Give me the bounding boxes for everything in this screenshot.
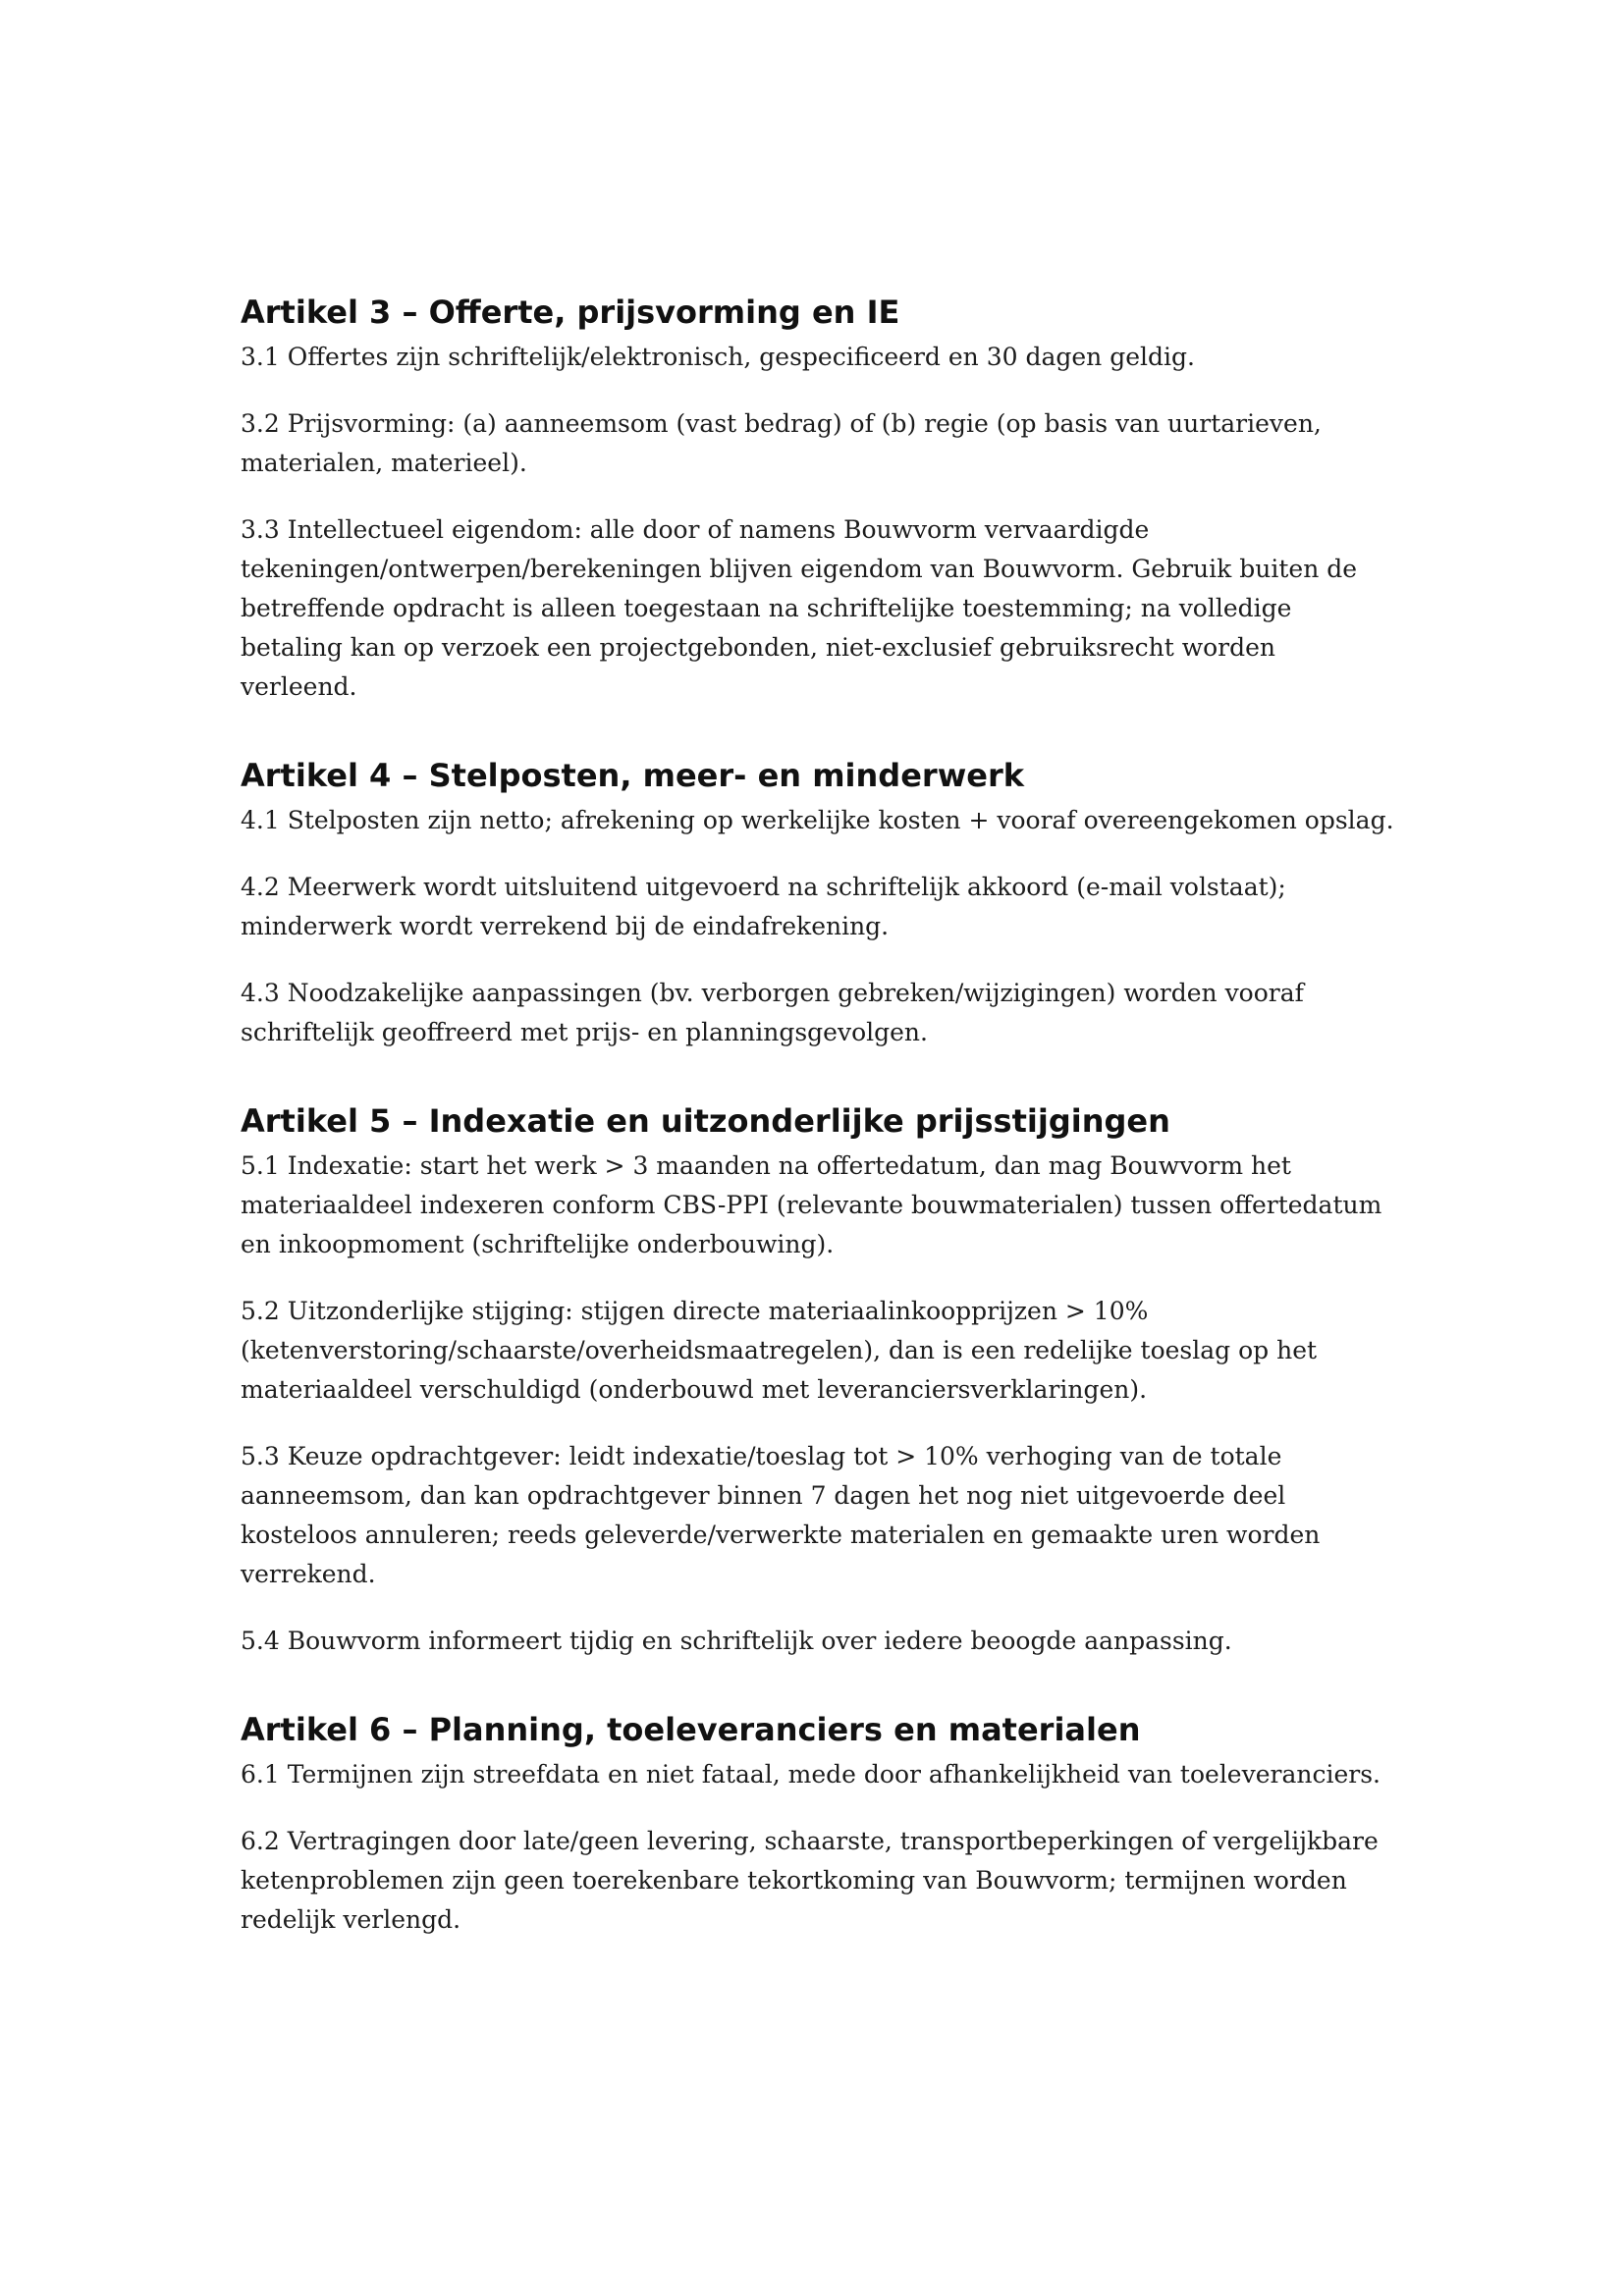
article-4 bbox=[241, 754, 1399, 1052]
clause: 6.2 Vertragingen door late/geen levering, schaarste, transportbeperkingen of vergelijkbare ketenproblemen zijn geen toerekenbare tekortkoming van Bouwvorm; termijnen worden redelijk verlengd. bbox=[241, 1827, 1379, 1934]
article-heading: Artikel 4 – Stelposten, meer- en minderwerk bbox=[241, 757, 1025, 794]
article-heading: Artikel 5 – Indexatie en uitzonderlijke prijsstijgingen bbox=[241, 1102, 1170, 1140]
clause: 5.4 Bouwvorm informeert tijdig en schriftelijk over iedere beoogde aanpassing. bbox=[241, 1627, 1232, 1655]
article-heading: Artikel 3 – Offerte, prijsvorming en IE bbox=[241, 294, 900, 331]
clause: 4.2 Meerwerk wordt uitsluitend uitgevoerd na schriftelijk akkoord (e-mail volstaat); minderwerk wordt verrekend bij de eindafrekening. bbox=[241, 873, 1286, 940]
article-3 bbox=[241, 291, 1399, 707]
clause: 3.2 Prijsvorming: (a) aanneemsom (vast bedrag) of (b) regie (op basis van uurtarieven, materialen, materieel). bbox=[241, 409, 1322, 477]
clause: 3.1 Offertes zijn schriftelijk/elektronisch, gespecificeerd en 30 dagen geldig. bbox=[241, 343, 1195, 371]
article-heading: Artikel 6 – Planning, toeleveranciers en materialen bbox=[241, 1711, 1141, 1748]
clause: 4.3 Noodzakelijke aanpassingen (bv. verborgen gebreken/wijzigingen) worden vooraf schriftelijk geoffreerd met prijs- en planningsgevolgen. bbox=[241, 979, 1304, 1046]
document-page bbox=[241, 291, 1399, 1987]
article-6 bbox=[241, 1708, 1399, 1940]
clause: 6.1 Termijnen zijn streefdata en niet fataal, mede door afhankelijkheid van toeleveranciers. bbox=[241, 1760, 1380, 1789]
article-5 bbox=[241, 1099, 1399, 1661]
clause: 3.3 Intellectueel eigendom: alle door of namens Bouwvorm vervaardigde tekeningen/ontwerpen/berekeningen blijven eigendom van Bouwvorm. Gebruik buiten de betreffende opdracht is alleen toegestaan na schriftelijke toestemming; na volledige betaling kan op verzoek een projectgebonden, niet-exclusief gebruiksrecht worden verleend. bbox=[241, 515, 1358, 701]
clause: 4.1 Stelposten zijn netto; afrekening op werkelijke kosten + vooraf overeengekomen opslag. bbox=[241, 806, 1394, 834]
clause: 5.1 Indexatie: start het werk > 3 maanden na offertedatum, dan mag Bouwvorm het materiaaldeel indexeren conform CBS-PPI (relevante bouwmaterialen) tussen offertedatum en inkoopmoment (schriftelijke onderbouwing). bbox=[241, 1151, 1382, 1258]
clause: 5.2 Uitzonderlijke stijging: stijgen directe materiaalinkoopprijzen > 10% (ketenverstoring/schaarste/overheidsmaatregelen), dan is een redelijke toeslag op het materiaaldeel verschuldigd (onderbouwd met leveranciersverklaringen). bbox=[241, 1297, 1318, 1404]
clause: 5.3 Keuze opdrachtgever: leidt indexatie/toeslag tot > 10% verhoging van de totale aanneemsom, dan kan opdrachtgever binnen 7 dagen het nog niet uitgevoerde deel kosteloos annuleren; reeds geleverde/verwerkte materialen en gemaakte uren worden verrekend. bbox=[241, 1442, 1321, 1588]
